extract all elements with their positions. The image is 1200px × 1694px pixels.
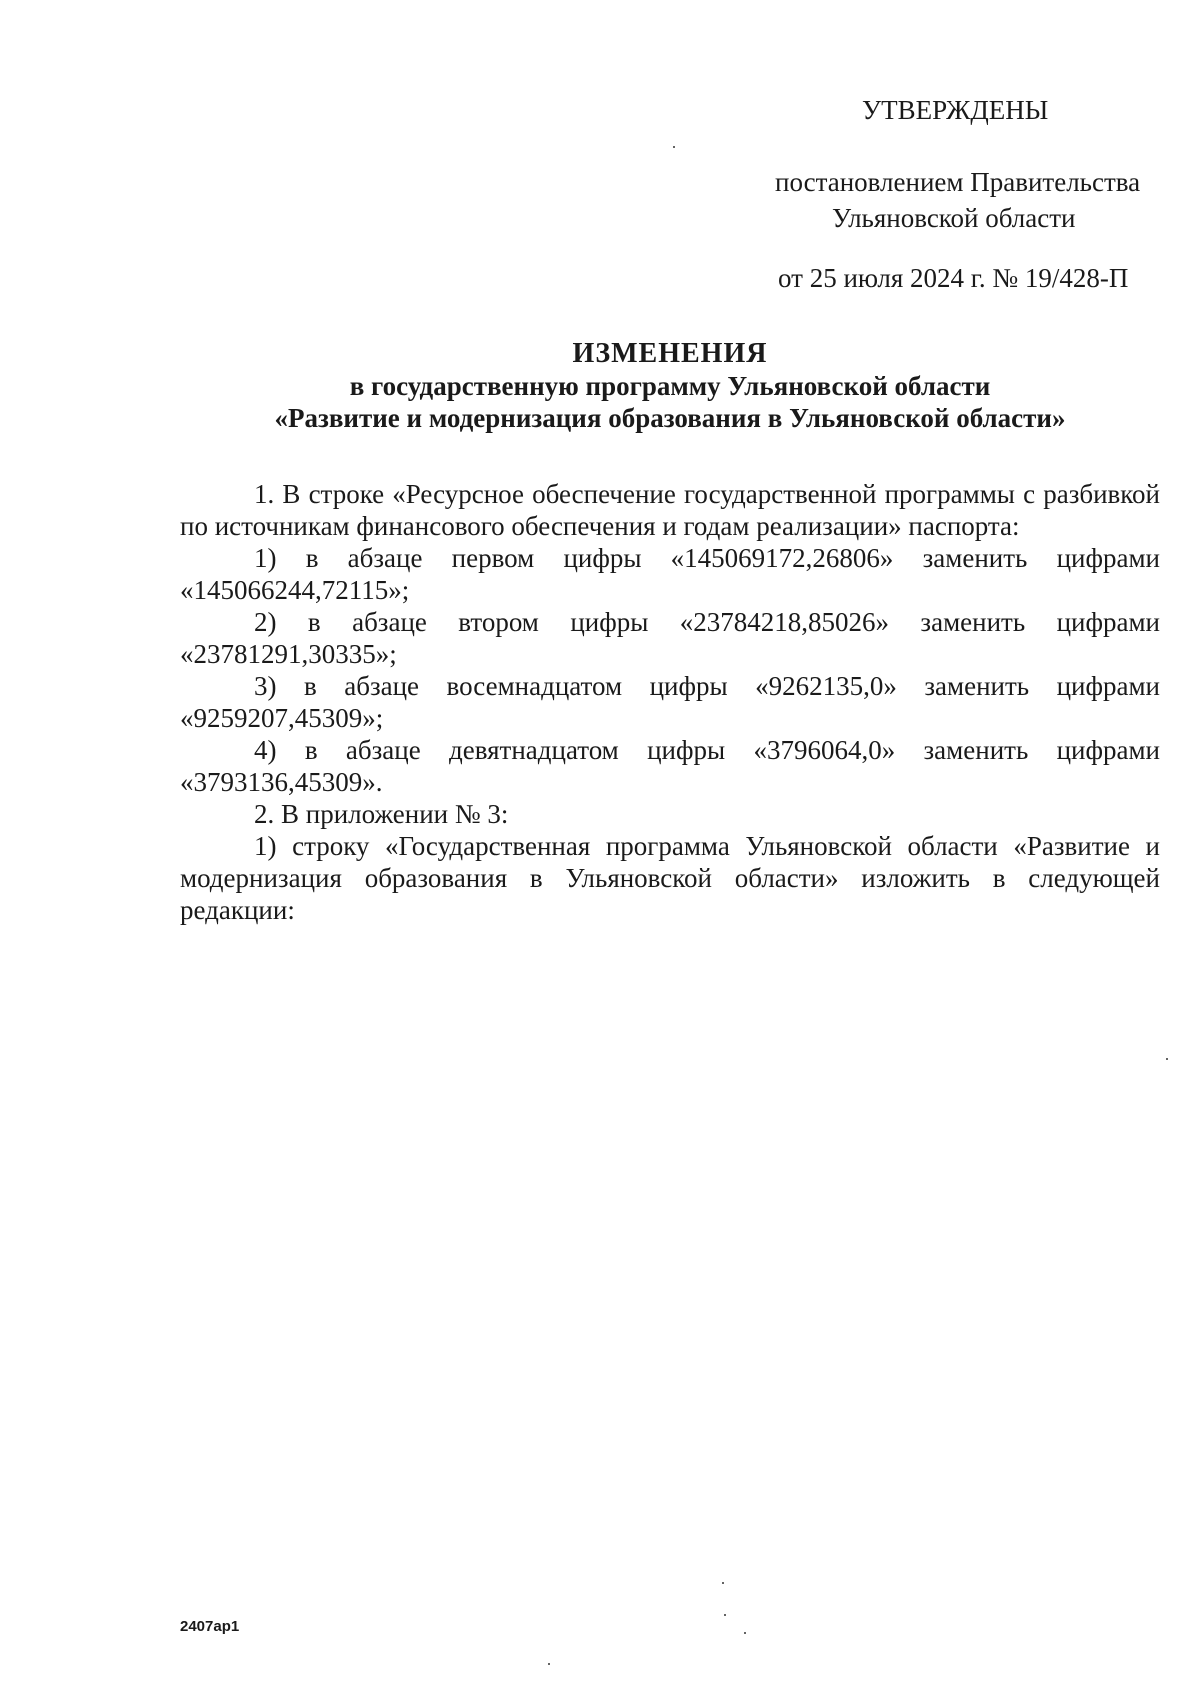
- paragraph-2-item-1: 1) строку «Государственная программа Ульяновской области «Развитие и модернизация образования в Ульяновской области» изложить в следующей редакции:: [180, 831, 1160, 925]
- heading-title: ИЗМЕНЕНИЯ: [572, 338, 768, 369]
- decree-issuer-line1: постановлением Правительства: [775, 167, 1141, 197]
- paragraph-2: 2. В приложении № 3:: [254, 799, 509, 829]
- document-code-mark: 2407ap1: [180, 1618, 240, 1635]
- decree-date-number: от 25 июля 2024 г. № 19/428-П: [778, 263, 1129, 293]
- decree-issuer-line2: Ульяновской области: [832, 203, 1076, 233]
- heading-subtitle-line1: в государственную программу Ульяновской области: [349, 371, 991, 401]
- scan-speck: [673, 146, 675, 148]
- scan-speck: [722, 1582, 724, 1584]
- paragraph-1-item-4: 4) в абзаце девятнадцатом цифры «3796064,0» заменить цифрами «3793136,45309».: [180, 735, 1160, 797]
- paragraph-1: 1. В строке «Ресурсное обеспечение государственной программы с разбивкой по источникам финансового обеспечения и годам реализации» паспорта:: [180, 479, 1160, 541]
- scan-speck: [724, 1614, 726, 1616]
- scan-speck: [744, 1632, 746, 1634]
- heading-subtitle-line2: «Развитие и модернизация образования в Ульяновской области»: [274, 403, 1066, 433]
- paragraph-1-item-1: 1) в абзаце первом цифры «145069172,26806» заменить цифрами «145066244,72115»;: [180, 543, 1160, 605]
- scan-speck: [1166, 1058, 1168, 1060]
- approved-label: УТВЕРЖДЕНЫ: [862, 95, 1049, 125]
- document-heading: [180, 338, 1160, 434]
- paragraph-1-item-2: 2) в абзаце втором цифры «23784218,85026» заменить цифрами «23781291,30335»;: [180, 607, 1160, 669]
- paragraph-1-item-3: 3) в абзаце восемнадцатом цифры «9262135,0» заменить цифрами «9259207,45309»;: [180, 671, 1160, 733]
- document-body: [180, 478, 1160, 926]
- scan-speck: [548, 1663, 550, 1665]
